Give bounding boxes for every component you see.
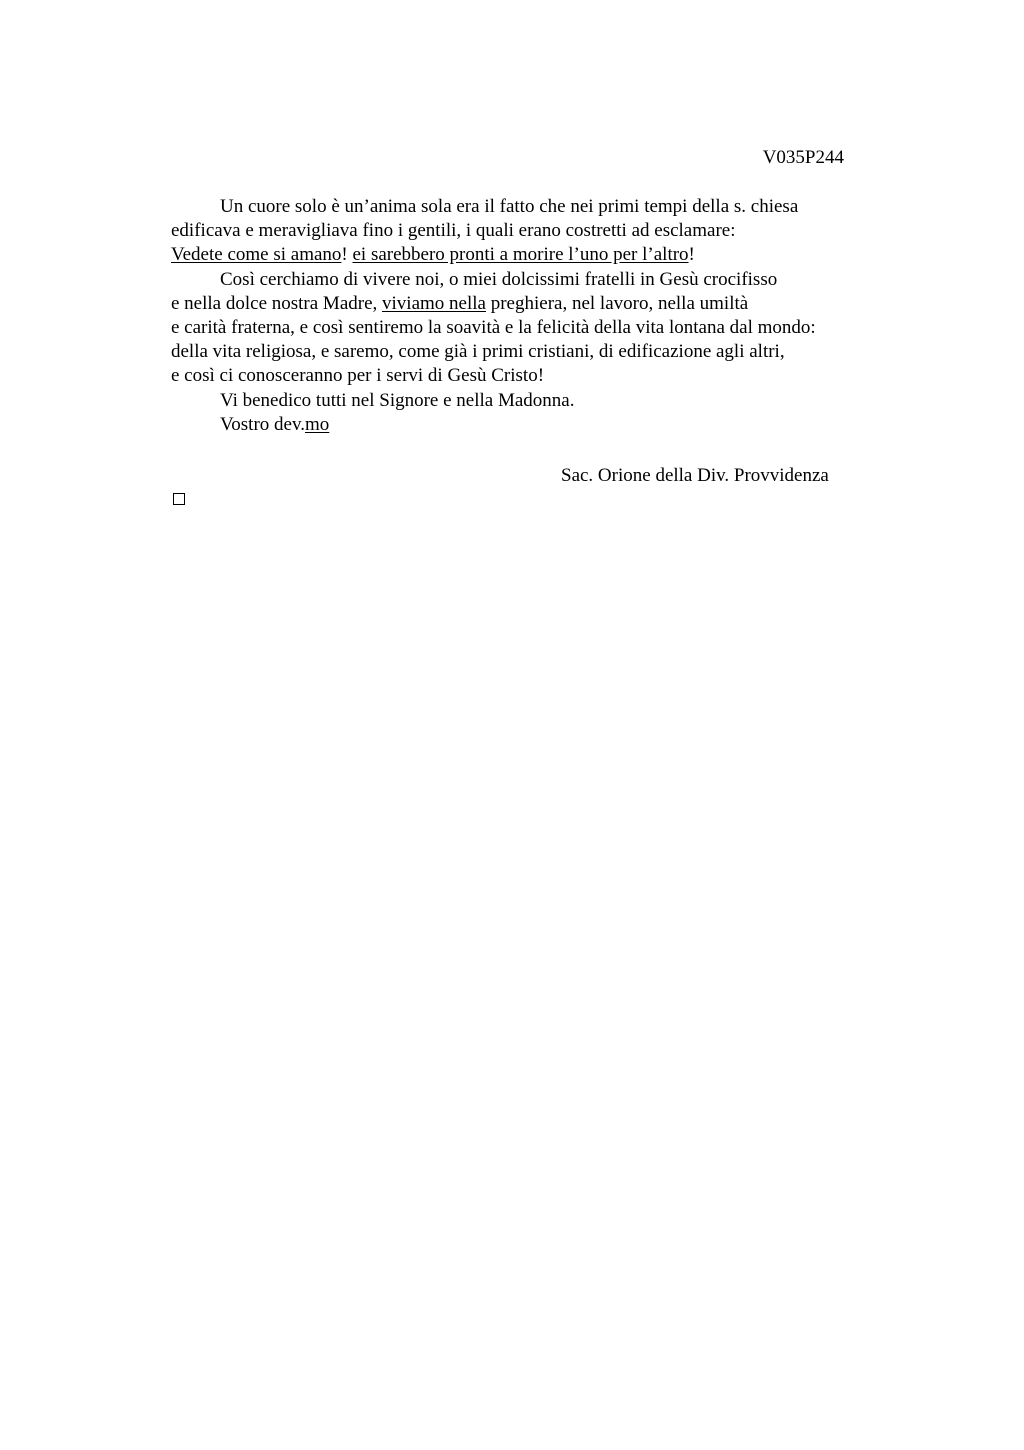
letter-line	[171, 413, 911, 437]
letter-line	[171, 243, 911, 267]
letter-line	[171, 292, 911, 316]
underlined-text: Vedete come si amano	[171, 244, 342, 266]
text-segment: e nella dolce nostra Madre,	[171, 292, 383, 314]
text-segment: e carità fraterna, e così sentiremo la soavità e la felicità della vita lontana dal mondo:	[171, 316, 816, 338]
text-segment: Vostro dev.	[220, 413, 305, 435]
letter-line	[171, 364, 911, 388]
text-segment: Così cerchiamo di vivere noi, o miei dolcissimi fratelli in Gesù crocifisso	[220, 268, 778, 290]
signature: Sac. Orione della Div. Provvidenza	[561, 465, 829, 486]
letter-line	[171, 389, 911, 413]
text-segment: della vita religiosa, e saremo, come già i primi cristiani, di edificazione agli altri,	[171, 341, 785, 363]
text-segment: !	[688, 244, 695, 266]
document-id: V035P244	[762, 147, 844, 168]
text-segment: Vi benedico tutti nel Signore e nella Madonna.	[220, 389, 575, 411]
text-segment: !	[341, 244, 353, 266]
text-segment: edificava e meravigliava fino i gentili, i quali erano costretti ad esclamare:	[171, 220, 736, 242]
underlined-text: viviamo nella	[382, 292, 486, 314]
text-segment: preghiera, nel lavoro, nella umiltà	[485, 292, 749, 314]
letter-line	[171, 268, 911, 292]
underlined-text: mo	[304, 413, 330, 435]
text-segment: Un cuore solo è un’anima sola era il fatto che nei primi tempi della s. chiesa	[220, 196, 799, 217]
underlined-text: ei sarebbero pronti a morire l’uno per l’altro	[352, 244, 689, 266]
letter-line	[171, 219, 911, 243]
letter-line	[171, 340, 911, 364]
letter-line	[171, 195, 911, 219]
checkbox-square-icon	[173, 493, 185, 505]
text-segment: e così ci conosceranno per i servi di Gesù Cristo!	[171, 365, 545, 387]
letter-line	[171, 316, 911, 340]
letter-body	[171, 195, 911, 437]
